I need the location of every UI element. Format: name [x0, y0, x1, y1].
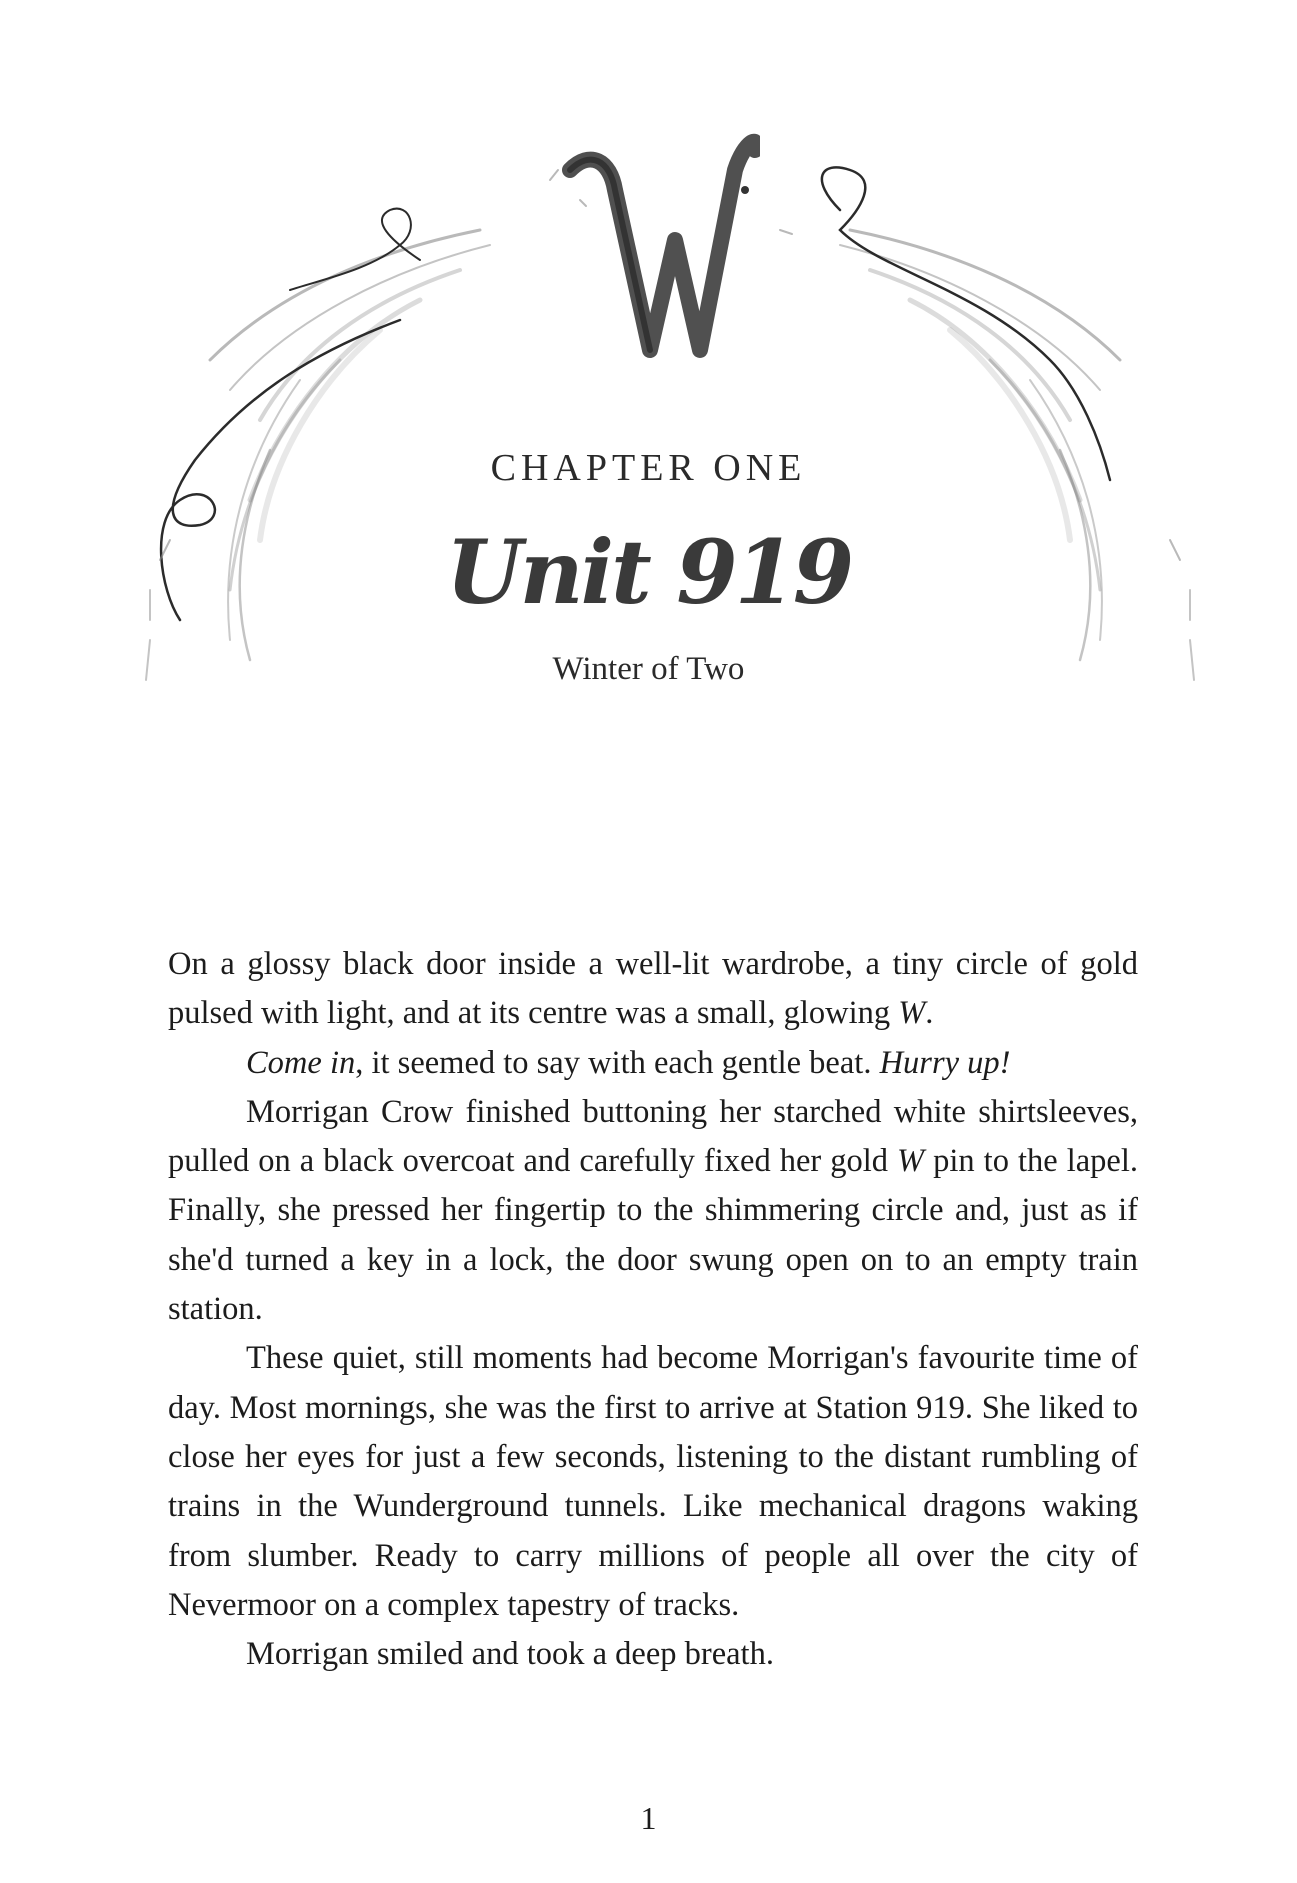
- body-text: [168, 940, 1138, 1679]
- chapter-title: Unit 919: [445, 520, 852, 624]
- page-number: 1: [640, 1800, 657, 1836]
- paragraph: These quiet, still moments had become Morrigan's favourite time of day. Most mornings, she was the first to arrive at Station 919. She liked to close her eyes for just a few seconds, listening to the distant rumbling of trains in the Wunderground tunnels. Like mechanical dragons waking from slumber. Ready to carry millions of people all over the city of Nevermoor on a complex tapestry of tracks.: [168, 1340, 1138, 1623]
- chapter-label: CHAPTER ONE: [490, 447, 807, 489]
- w-monogram-illustration: [560, 130, 760, 390]
- chapter-subtitle: Winter of Two: [552, 651, 745, 687]
- paragraph: On a glossy black door inside a well-lit wardrobe, a tiny circle of gold pulsed with light, and at its centre was a small, glowing W.: [168, 946, 1138, 1032]
- paragraph: Morrigan Crow finished buttoning her starched white shirtsleeves, pulled on a black overcoat and carefully fixed her gold W pin to the lapel. Finally, she pressed her fingertip to the shimmering circle and, just as if she'd turned a key in a lock, the door swung open on to an empty train station.: [168, 1093, 1138, 1328]
- paragraph: Come in, it seemed to say with each gentle beat. Hurry up!: [246, 1044, 1011, 1081]
- paragraph: Morrigan smiled and took a deep breath.: [246, 1636, 774, 1673]
